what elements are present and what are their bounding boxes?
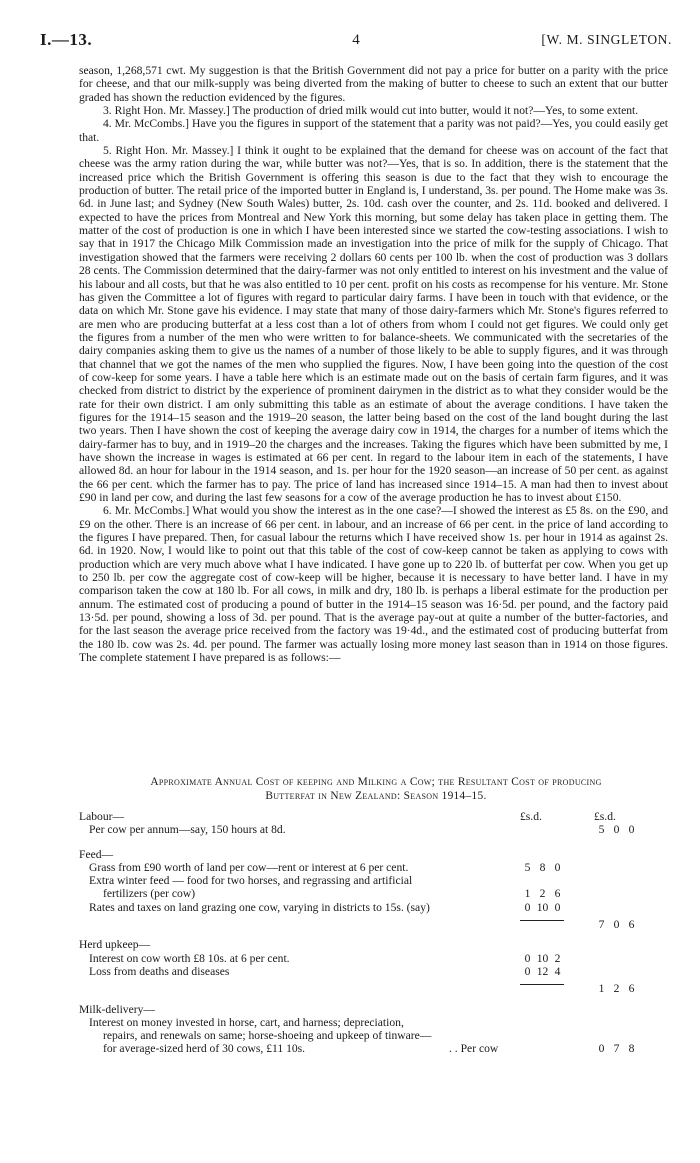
table-row (79, 874, 679, 887)
paragraph: 4. Mr. McCombs.] Have you the figures in support of the statement that a parity was not paid?—Yes, you could easily get that. (79, 117, 668, 144)
amount: 5 8 0 (524, 860, 561, 874)
page-header (40, 30, 672, 54)
subtotal-rule (520, 920, 564, 921)
table-row (79, 901, 679, 914)
column-header: £s.d. (520, 810, 542, 823)
table-title (96, 776, 656, 803)
table-row (79, 810, 679, 823)
table-row (79, 848, 679, 861)
table-row (79, 965, 679, 978)
paragraph: 6. Mr. McCombs.] What would you show the interest as in the one case?—I showed the interest as £5 8s. on the £90, and £9 on the other. There is an increase of 66 per cent. in labour, and an increase of 66 per cent. in the price of land according to the figures I have prepared. Then, for casual labour the returns which I have received show 1s. per hour in 1914 as against 2s. 6d. in 1920. Now, I would like to point out that this table of the cost of cow-keep cannot be taken as applying to cows with production which are very much above what I have indicated. I have gone up to 220 lb. of butterfat per cow. When you get up to 250 lb. per cow the aggregate cost of cow-keep will be higher, because it is necessary to have better land. I have in my comparison taken the cow at 180 lb. For all cows, in milk and dry, 180 lb. is perhaps a liberal estimate for the production per annum. The estimated cost of producing a pound of butter in the 1914–15 season was 16·5d. per pound, and the factory paid 13·5d. per pound, showing a loss of 3d. per pound. That is the average pay-out at quite a number of the butter-factories, and for the last season the average price received from the factory was 19·4d., and the estimated cost of producing butterfat from the 180 lb. cow was 2s. 4d. per pound. The farmer was actually losing more money last season than in 1914 on those figures. The complete statement I have prepared is as follows:— (79, 504, 668, 665)
item-label: Grass from £90 worth of land per cow—rent or interest at 6 per cent. (89, 860, 409, 874)
amount: 1 2 6 (598, 982, 635, 996)
item-label: Interest on cow worth £8 10s. at 6 per cent. (89, 951, 290, 965)
item-label: Interest on money invested in horse, cart, and harness; depreciation, (89, 1015, 404, 1029)
table-row (79, 938, 679, 951)
item-label: repairs, and renewals on same; horse-shoeing and upkeep of tinware— (103, 1029, 432, 1043)
section-heading: Herd upkeep— (79, 938, 151, 952)
subtotal-rule (520, 984, 564, 985)
table-row (79, 861, 679, 874)
item-label: fertilizers (per cow) (103, 887, 196, 901)
amount: 0 7 8 (598, 1042, 635, 1056)
paragraph: 5. Right Hon. Mr. Massey.] I think it ought to be explained that the demand for cheese was on account of the fact that cheese was the army ration during the war, while butter was not?—Yes, that is so. In addition, there is the statement that the increased price which the British Government is offering this season is due to the fact that they wish to encourage the production of butter. The retail price of the imported butter in England is, I understand, 3s. per pound. The Home make was 3s. 6d. in June last; and Sydney (New South Wales) butter, 2s. 10d. cash over the counter, and 2s. 11d. booked and delivered. I expected to have the prices from Montreal and New York this morning, but some delay has taken place in getting them. The matter of the cost of production is one in which I have been interested since we started the cow-testing associations. I wish to say that in 1917 the Chicago Milk Commission made an investigation into the price of milk for the supply of Chicago. That investigation showed that the farmers were receiving 2 dollars 60 cents per 100 lb. when the cost of production was 3 dollars 28 cents. The Commission determined that the dairy-farmer was not only entitled to interest on his investment and the value of his labour and all costs, but that he was also entitled to 10 per cent. profit on his costs as recompense for his venture. Mr. Stone has given the Committee a lot of figures with regard to particular dairy farms. I have been in touch with that evidence, or the data on which Mr. Stone gave his evidence. I may state that many of those dairy-farmers which Mr. Stone's figures referred to are men who are producing butterfat at a less cost than a lot of others from whom I could not get figures. We could only get the figures from a number of the men who were written to for balance-sheets. We communicated with the secretaries of the dairy companies asking them to give us the names of a number of those likely to be able to supply figures, and it was through that channel that we got the names of the men who supplied the figures. Now, I have been going into the question of the cost of cow-keep for some years. I have a table here which is an estimate made out on the basis of certain farm figures, and it was checked from district to district by the experience of prominent dairymen in the district as to what they consider would be the rate for their own district. I am only submitting this table as an estimate of about the average conditions. I have taken the figures for the 1914–15 season and the 1919–20 season, the latter being based on the cost of the land bought during the last two years. Then I have shown the cost of keeping the average dairy cow in 1914, the charges for a number of items which the dairy-farmer has to buy, and in 1919–20 the charges and the increases. Taking the figures which have been submitted by me, I have shown the increase in wages is estimated at 66 per cent. In regard to the labour item in each of the statements, I have allowed 8d. an hour for labour in the 1914 season, and 1s. per hour for the 1920 season—an increase of 50 per cent. as against the 66 per cent. which the farmer has to pay. The price of land has increased since 1914–15. A man had then to invest about £90 in land per cow, and during the last few seasons for a cow of the average production he has to invest about £150. (79, 144, 668, 504)
amount: 5 0 0 (598, 823, 635, 837)
paragraph: season, 1,268,571 cwt. My suggestion is that the British Government did not pay a price for butter on a parity with the price for cheese, and that our milk-supply was being diverted from the making of butter to cheese to such an extent that our butter graded has shown the reduction evidenced by the figures. (79, 64, 668, 104)
item-label: Loss from deaths and diseases (89, 964, 230, 978)
table-row (79, 823, 679, 836)
table-row (79, 1003, 679, 1016)
page-number: 4 (352, 32, 360, 48)
table-row (79, 1042, 679, 1055)
table-title-line: Approximate Annual Cost of keeping and Milking a Cow; the Resultant Cost of producing (150, 776, 602, 788)
table-title-line: Butterfat in New Zealand: Season 1914–15. (265, 789, 487, 802)
column-header: £s.d. (594, 810, 616, 823)
item-label: Extra winter feed — food for two horses, and regrassing and artificial (89, 874, 413, 888)
table-row (79, 1016, 679, 1029)
per-cow-label: . . Per cow (449, 1042, 499, 1056)
item-label: for average-sized herd of 30 cows, £11 10s. (103, 1042, 306, 1056)
section-heading: Feed— (79, 847, 114, 861)
amount: 7 0 6 (598, 918, 635, 932)
witness-name: [W. M. SINGLETON. (541, 32, 672, 47)
amount: 1 2 6 (524, 887, 561, 901)
amount: 0 12 4 (524, 964, 561, 978)
table-row (79, 978, 679, 996)
page-reference: I.—13. (40, 30, 93, 49)
amount: 0 10 2 (524, 951, 561, 965)
item-label: Rates and taxes on land grazing one cow, varying in districts to 15s. (say) (89, 900, 430, 914)
amount: 0 10 0 (524, 900, 561, 914)
table-row (79, 914, 679, 932)
table-row (79, 1029, 679, 1042)
table-row (79, 952, 679, 965)
section-heading: Milk-delivery— (79, 1002, 155, 1016)
item-label: Per cow per annum—say, 150 hours at 8d. (89, 823, 286, 837)
evidence-text (79, 64, 668, 664)
table-row (79, 887, 679, 900)
cost-table (79, 810, 679, 1056)
paragraph: 3. Right Hon. Mr. Massey.] The production of dried milk would cut into butter, would it not?—Yes, to some extent. (103, 104, 639, 118)
section-heading: Labour— (79, 810, 125, 823)
